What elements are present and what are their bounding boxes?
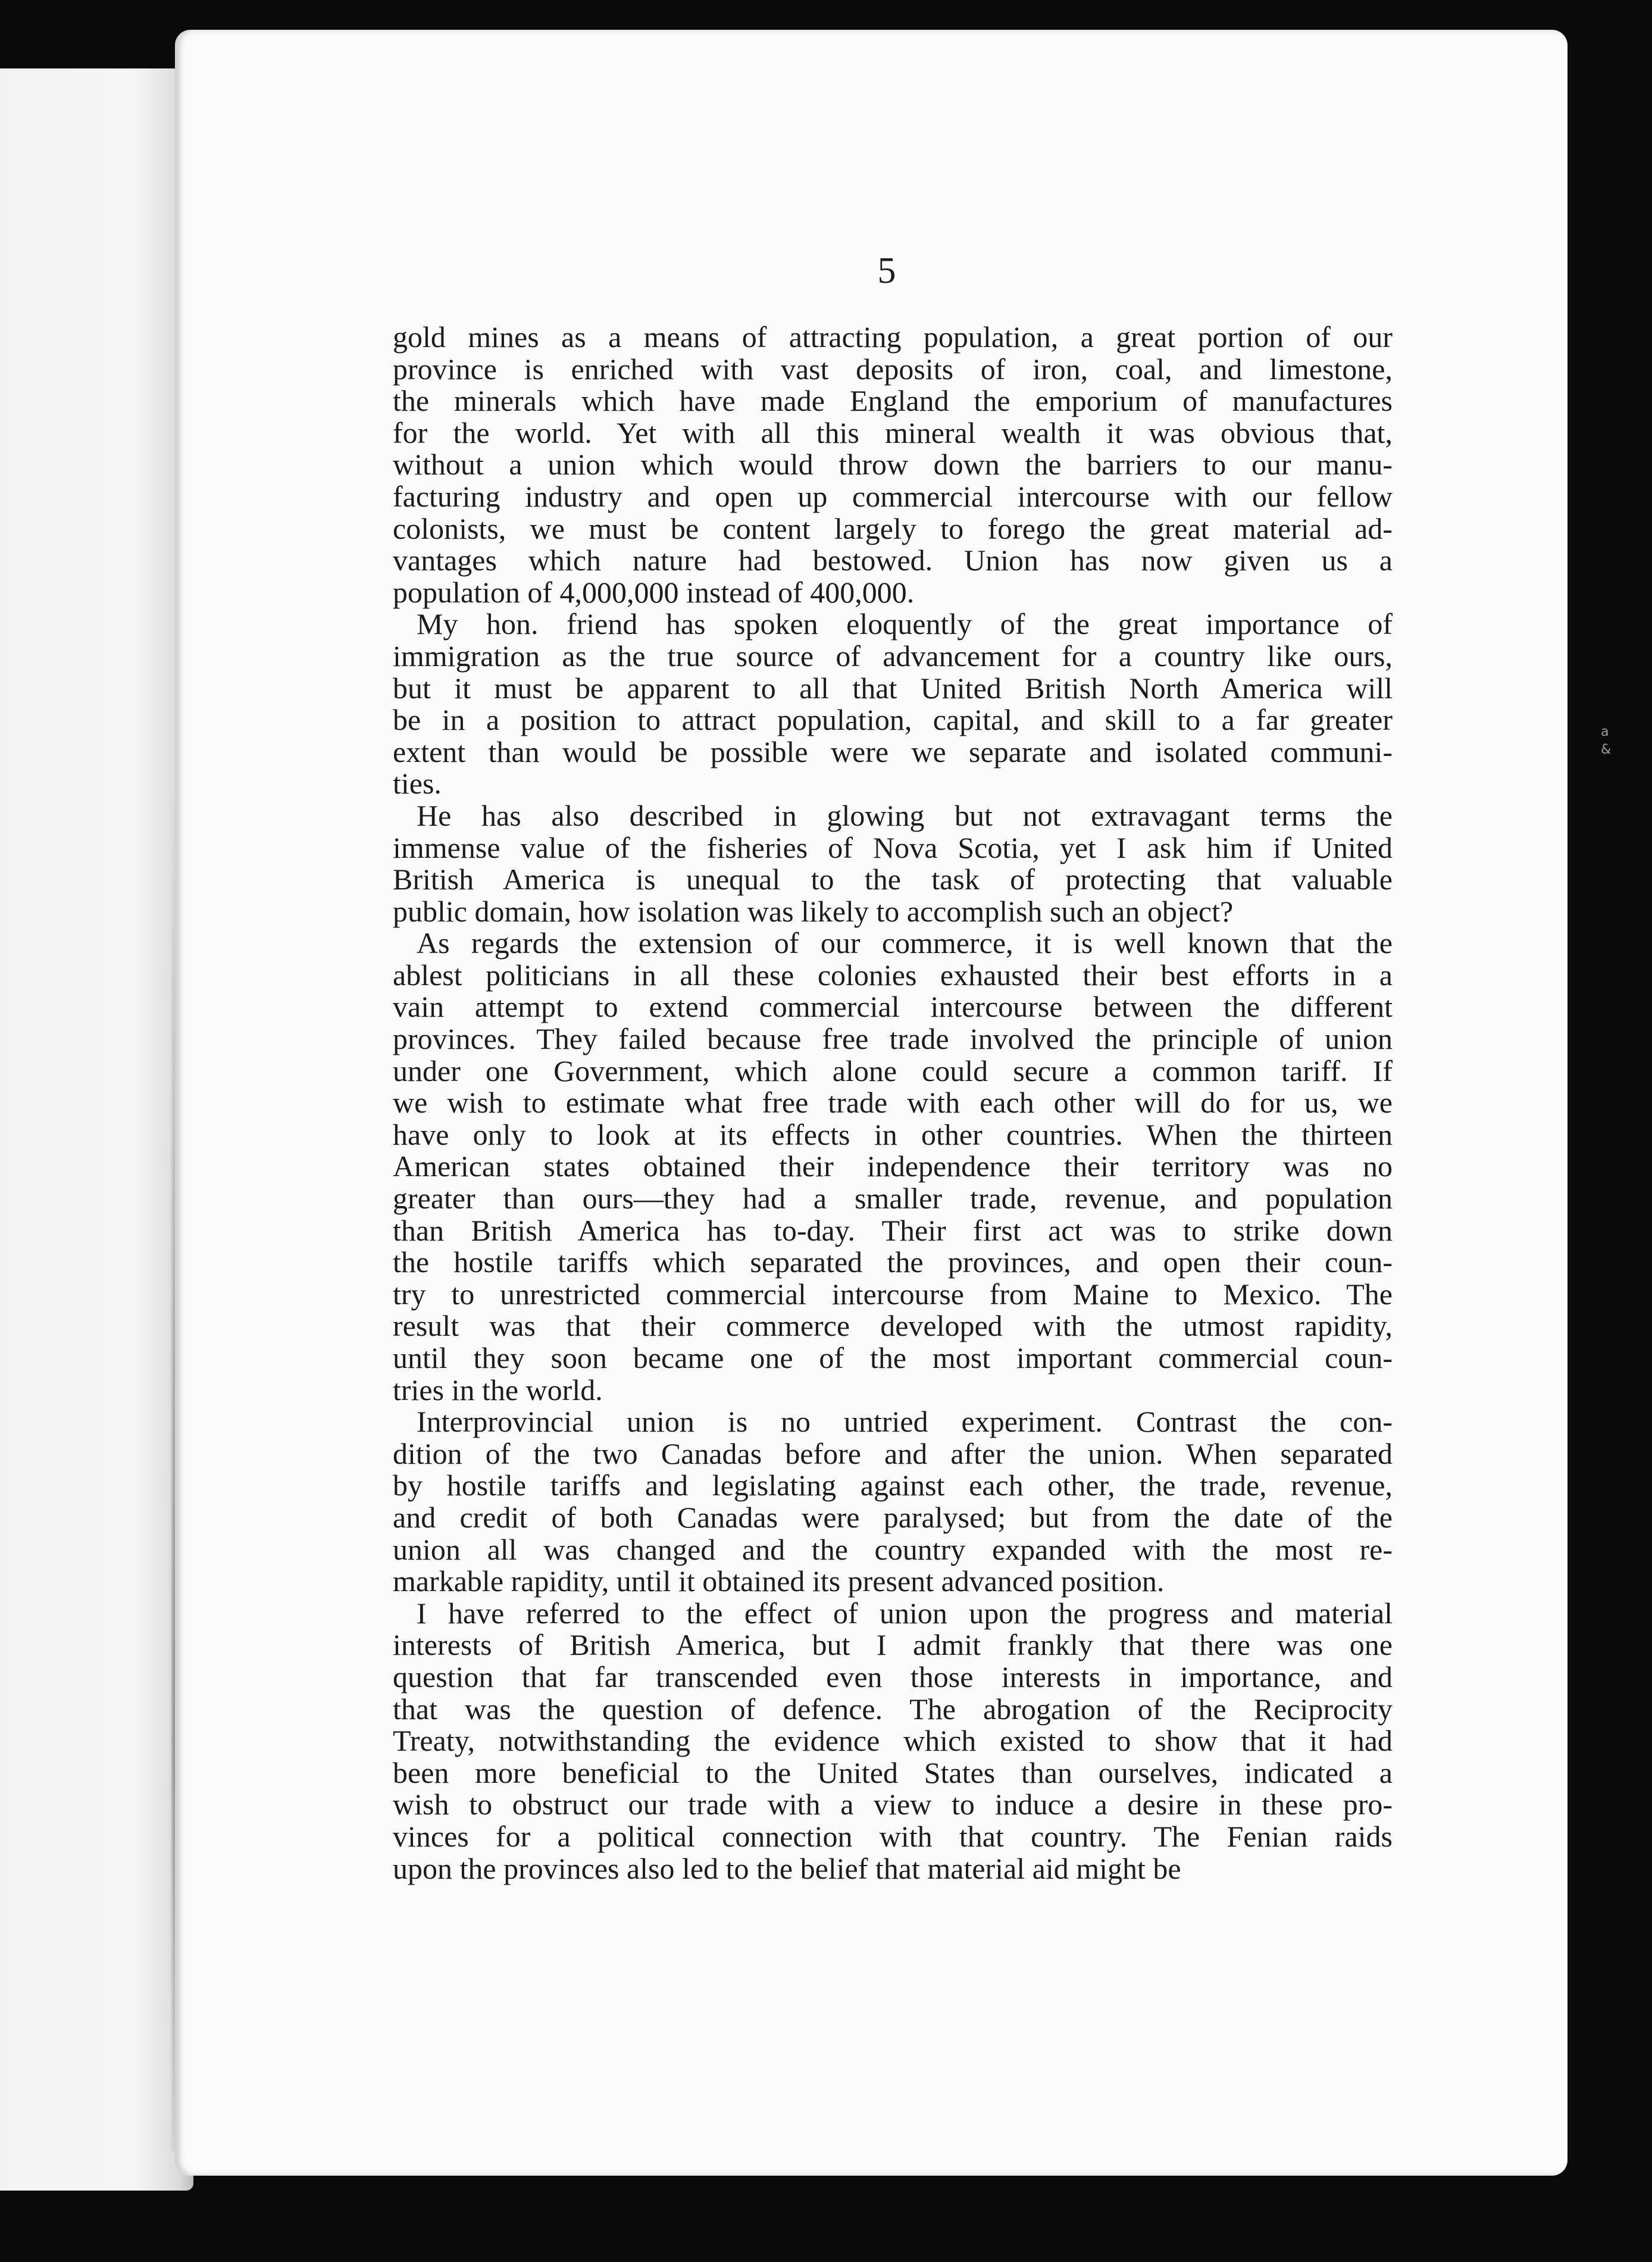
text-line: greater than ours—they had a smaller trade, revenue, and population xyxy=(393,1182,1393,1216)
text-line: province is enriched with vast deposits of iron, coal, and limestone, xyxy=(393,352,1393,386)
paragraph xyxy=(393,1406,1393,1598)
text-line: by hostile tariffs and legislating against each other, the trade, revenue, xyxy=(393,1469,1393,1502)
text-line: immigration as the true source of advancement for a country like ours, xyxy=(393,639,1393,673)
paragraph xyxy=(393,608,1393,800)
text-line: that was the question of defence. The abrogation of the Reciprocity xyxy=(393,1692,1393,1726)
text-line: been more beneficial to the United States than ourselves, indicated a xyxy=(393,1755,1393,1789)
margin-marks xyxy=(1601,723,1619,759)
text-line: population of 4,000,000 instead of 400,000. xyxy=(393,575,915,609)
text-line: result was that their commerce developed with the utmost rapidity, xyxy=(393,1309,1393,1343)
text-line: be in a position to attract population, capital, and skill to a far greater xyxy=(393,703,1393,737)
body-text xyxy=(393,321,1393,1885)
text-line: My hon. friend has spoken eloquently of the great importance of xyxy=(417,607,1393,641)
paragraph xyxy=(393,1598,1393,1885)
text-line: have only to look at its effects in other countries. When the thirteen xyxy=(393,1117,1393,1151)
text-line: ties. xyxy=(393,767,442,801)
text-line: immense value of the fisheries of Nova Scotia, yet I ask him if United xyxy=(393,830,1393,864)
text-line: dition of the two Canadas before and after the union. When separated xyxy=(393,1436,1393,1470)
text-line: ablest politicians in all these colonies exhausted their best efforts in a xyxy=(393,958,1393,992)
left-page-edge xyxy=(0,68,193,2191)
text-line: without a union which would throw down the barriers to our manu- xyxy=(393,448,1393,482)
text-line: for the world. Yet with all this mineral wealth it was obvious that, xyxy=(393,415,1393,449)
text-line: the hostile tariffs which separated the provinces, and open their coun- xyxy=(393,1245,1393,1279)
text-line: British America is unequal to the task of protecting that valuable xyxy=(393,863,1393,896)
text-line: the minerals which have made England the emporium of manufactures xyxy=(393,384,1393,418)
margin-mark-text: a & xyxy=(1601,724,1612,757)
paragraph xyxy=(393,800,1393,927)
text-line: than British America has to-day. Their first act was to strike down xyxy=(393,1213,1393,1247)
text-line: but it must be apparent to all that United British North America will xyxy=(393,671,1393,705)
text-line: markable rapidity, until it obtained its present advanced position. xyxy=(393,1564,1165,1598)
page-number: 5 xyxy=(877,251,896,291)
paragraph xyxy=(393,927,1393,1406)
text-line: tries in the world. xyxy=(393,1373,603,1407)
text-line: question that far transcended even those interests in importance, and xyxy=(393,1660,1393,1694)
paragraph xyxy=(393,321,1393,608)
text-line: I have referred to the effect of union upon the progress and material xyxy=(417,1596,1393,1630)
text-line: try to unrestricted commercial intercourse from Maine to Mexico. The xyxy=(393,1277,1393,1311)
text-line: vain attempt to extend commercial intercourse between the different xyxy=(393,990,1393,1024)
text-line: until they soon became one of the most important commercial coun- xyxy=(393,1341,1393,1374)
text-line: Treaty, notwithstanding the evidence which existed to show that it had xyxy=(393,1724,1393,1758)
text-line: upon the provinces also led to the belief that material aid might be xyxy=(393,1851,1181,1885)
text-line: American states obtained their independence their territory was no xyxy=(393,1149,1393,1183)
text-line: interests of British America, but I admit frankly that there was one xyxy=(393,1628,1393,1662)
text-line: provinces. They failed because free trade involved the principle of union xyxy=(393,1022,1393,1056)
text-line: vinces for a political connection with that country. The Fenian raids xyxy=(393,1819,1393,1853)
text-line: He has also described in glowing but not extravagant terms the xyxy=(417,798,1393,832)
text-line: union all was changed and the country expanded with the most re- xyxy=(393,1532,1393,1566)
text-line: Interprovincial union is no untried experiment. Contrast the con- xyxy=(417,1405,1393,1439)
text-line: facturing industry and open up commercial intercourse with our fellow xyxy=(393,479,1393,513)
text-line: gold mines as a means of attracting population, a great portion of our xyxy=(393,320,1393,354)
text-line: colonists, we must be content largely to forego the great material ad- xyxy=(393,511,1393,545)
text-line: vantages which nature had bestowed. Union has now given us a xyxy=(393,543,1393,577)
text-line: we wish to estimate what free trade with each other will do for us, we xyxy=(393,1086,1393,1120)
text-line: wish to obstruct our trade with a view to induce a desire in these pro- xyxy=(393,1788,1393,1822)
text-line: under one Government, which alone could secure a common tariff. If xyxy=(393,1054,1393,1088)
text-line: and credit of both Canadas were paralysed; but from the date of the xyxy=(393,1500,1393,1534)
text-line: public domain, how isolation was likely to accomplish such an object? xyxy=(393,894,1234,928)
text-line: As regards the extension of our commerce, it is well known that the xyxy=(417,926,1393,960)
text-line: extent than would be possible were we separate and isolated communi- xyxy=(393,735,1393,768)
